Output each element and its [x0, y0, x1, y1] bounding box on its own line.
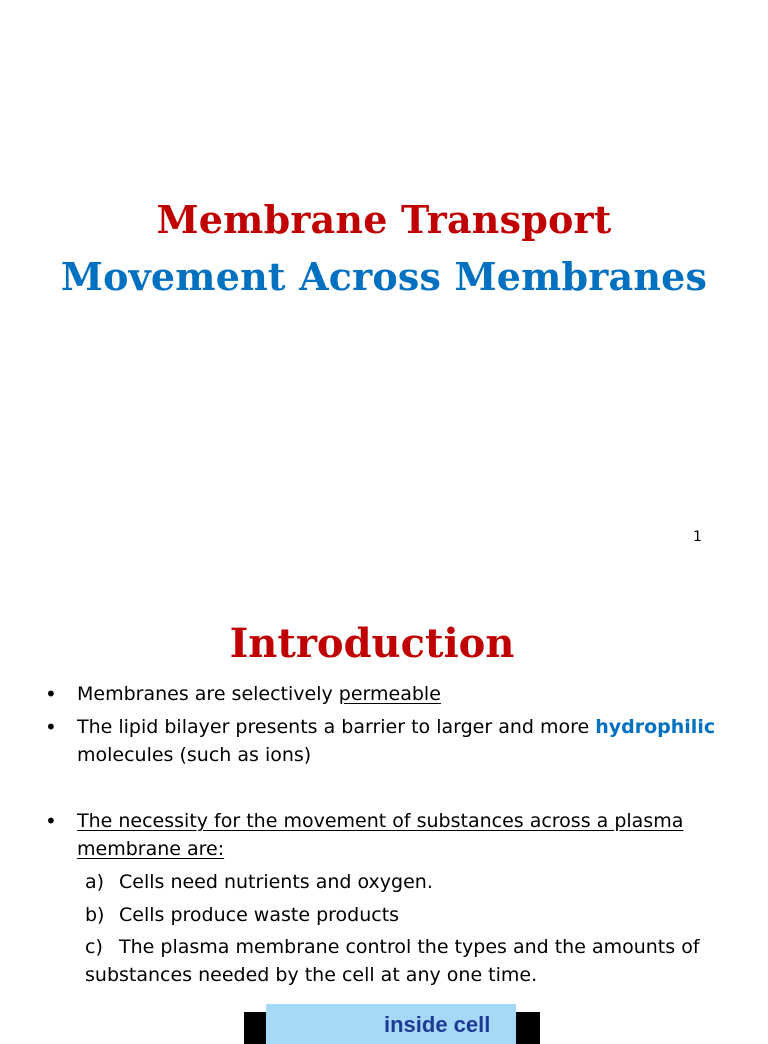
list-item: [85, 868, 725, 896]
list-item-text: substances needed by the cell at any one time.: [85, 964, 538, 986]
underlined-heading: membrane are:: [77, 838, 225, 860]
underlined-heading: The necessity for the movement of substances across a plasma: [77, 810, 684, 832]
list-item-text: The plasma membrane control the types and the amounts of: [119, 936, 700, 958]
membrane-diagram: [244, 1004, 540, 1044]
bullet-text: [77, 807, 717, 863]
list-item-label: c): [85, 936, 103, 958]
page-number: 1: [693, 529, 702, 545]
bullet-text-part: The lipid bilayer presents a barrier to larger and more: [77, 716, 596, 738]
bullet-text-part: molecules (such as ions): [77, 744, 312, 766]
bullet-text-part: Membranes are selectively: [77, 683, 339, 705]
slide-title: Membrane Transport: [156, 197, 612, 242]
section-title: Introduction: [229, 620, 515, 667]
list-item: [85, 901, 725, 929]
bullet-text: [77, 680, 717, 708]
highlight-term: hydrophilic: [595, 716, 716, 738]
introduction-slide: [0, 576, 768, 1037]
list-item-text: Cells need nutrients and oxygen.: [119, 871, 433, 893]
diagram-label: inside cell: [384, 1012, 491, 1037]
bullet-dot: •: [45, 809, 57, 833]
bullet-dot: •: [45, 682, 57, 706]
list-item: [85, 933, 725, 989]
underlined-term: permeable: [338, 683, 441, 705]
list-item-label: b): [85, 904, 105, 926]
list-item-text: Cells produce waste products: [119, 904, 400, 926]
membrane-bar-right: [516, 1012, 540, 1044]
list-item-label: a): [85, 871, 105, 893]
bullet-dot: •: [45, 715, 57, 739]
bullet-text: [77, 713, 717, 769]
slide-subtitle: Movement Across Membranes: [60, 254, 708, 299]
membrane-bar-left: [244, 1012, 266, 1044]
